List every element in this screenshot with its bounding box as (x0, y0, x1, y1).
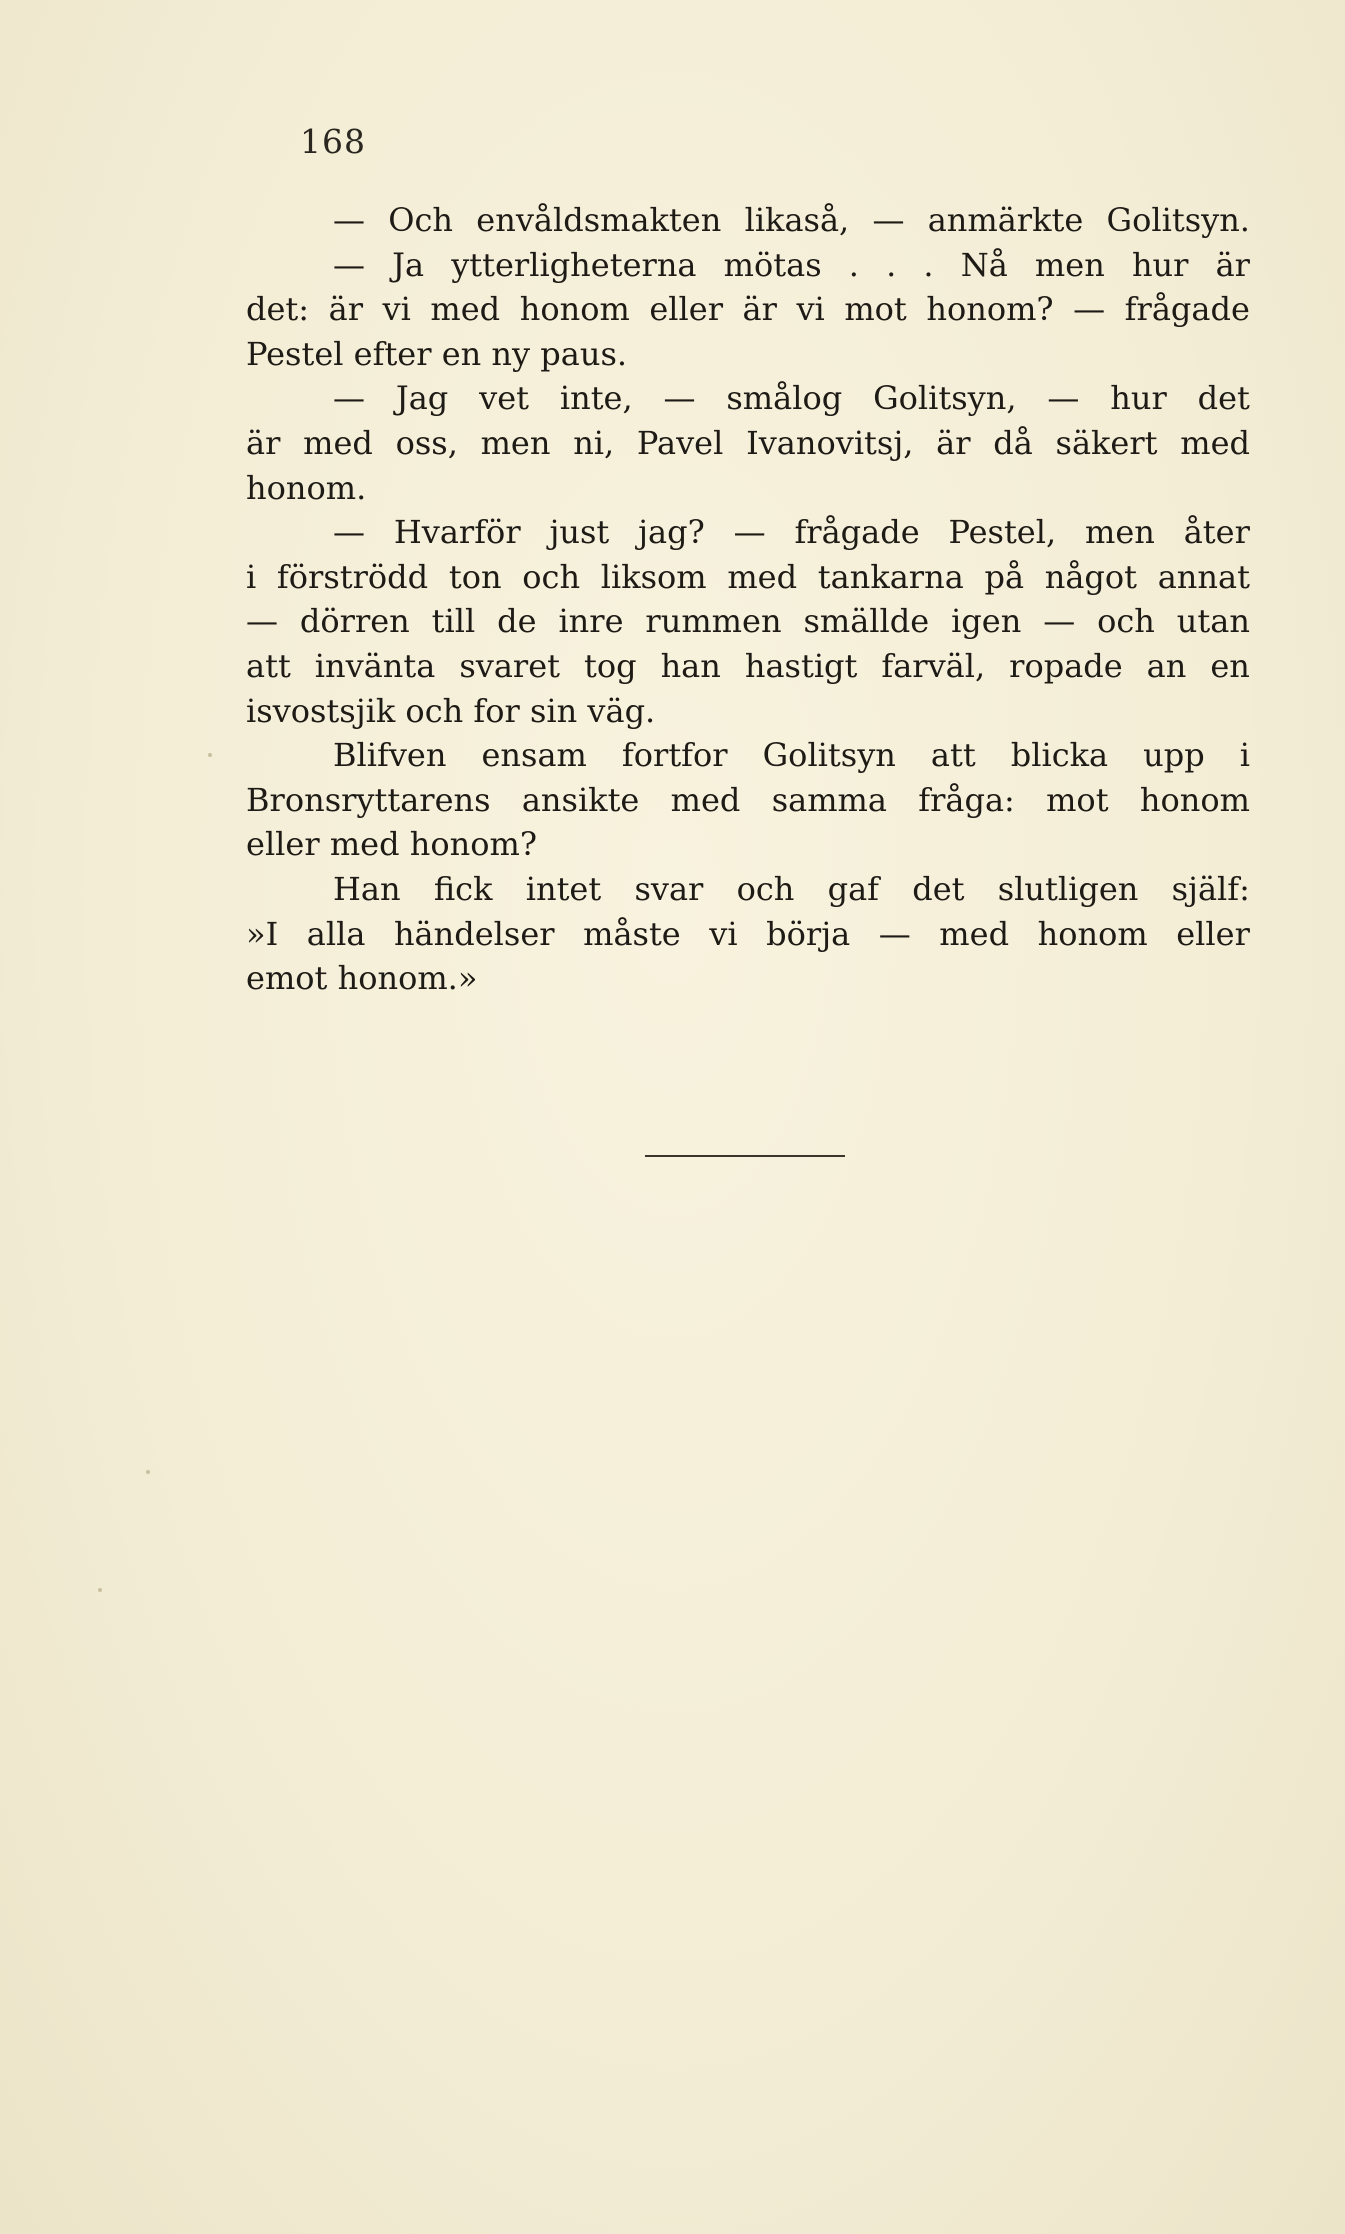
text-line (246, 243, 1250, 288)
word: till (431, 602, 476, 641)
word: hastigt (744, 646, 858, 685)
word: Och (388, 201, 454, 239)
word: . (886, 245, 897, 284)
word: smålog (726, 379, 843, 418)
word: de (497, 602, 537, 641)
word: alla (306, 914, 366, 953)
word: en (1210, 646, 1250, 685)
word: frågade (794, 513, 920, 552)
word: det (1197, 379, 1250, 418)
word: ton (448, 557, 502, 596)
word: åter (1183, 513, 1250, 552)
word: på (984, 557, 1025, 596)
word: med (939, 914, 1010, 953)
text-line (246, 198, 1250, 243)
page-number: 168 (300, 122, 366, 161)
text-line: Pestel efter en ny paus. (246, 334, 628, 373)
word: likaså, (744, 201, 850, 239)
word: honom (1139, 780, 1250, 819)
word: just (549, 513, 610, 552)
word: mötas (723, 245, 822, 284)
word: gaf (827, 869, 879, 908)
word: farväl, (881, 646, 986, 685)
word: utan (1176, 602, 1250, 641)
word: hur (1110, 379, 1167, 418)
word: envåldsmakten (476, 201, 722, 239)
word: — (733, 513, 766, 552)
word: upp (1143, 736, 1205, 775)
word: eller (1176, 914, 1250, 953)
word: börja (766, 914, 851, 953)
word: med (303, 423, 373, 462)
word: ni, (573, 423, 615, 462)
word: mot (844, 290, 907, 329)
word: är (936, 423, 971, 462)
word: smällde (803, 602, 930, 641)
text-line (246, 644, 1250, 689)
word: då (993, 423, 1033, 462)
word: vi (796, 290, 825, 329)
word: Ja (392, 245, 425, 284)
word: ansikte (521, 780, 640, 819)
word: men (1034, 245, 1105, 284)
word: mot (1046, 780, 1109, 819)
word: — (872, 201, 905, 239)
text-line: honom. (246, 468, 367, 507)
word: Golitsyn (762, 736, 896, 775)
word: med (1180, 423, 1250, 462)
section-divider (645, 1155, 845, 1157)
word: inre (558, 602, 624, 641)
word: svar (634, 869, 704, 908)
word: och (1097, 602, 1155, 641)
word: Ivanovitsj, (746, 423, 914, 462)
word: något (1044, 557, 1137, 596)
word: honom? (926, 290, 1054, 329)
word: slutligen (997, 869, 1139, 908)
word: — (1073, 290, 1106, 329)
word: Golitsyn. (1106, 201, 1250, 239)
word: förströdd (276, 557, 429, 596)
word: — (1047, 379, 1080, 418)
word: samma (771, 780, 887, 819)
word: — (663, 379, 696, 418)
word: måste (583, 914, 681, 953)
word: vi (382, 290, 411, 329)
word: invänta (314, 646, 436, 685)
word: och (736, 869, 795, 908)
word: igen (951, 602, 1022, 641)
text-line (246, 912, 1250, 957)
text-line (246, 733, 1250, 778)
word: — (333, 201, 365, 239)
word: . (923, 245, 934, 284)
word: att (930, 736, 976, 775)
word: »I (246, 914, 279, 953)
word: Han (333, 869, 401, 908)
word: — (878, 914, 911, 953)
text-line: emot honom.» (246, 959, 478, 998)
word: — (333, 513, 365, 552)
word: och (522, 557, 581, 596)
word: han (660, 646, 721, 685)
word: — (333, 245, 365, 284)
word: det (912, 869, 965, 908)
word: är (742, 290, 777, 329)
word: Pavel (636, 423, 724, 462)
word: att (246, 646, 291, 685)
text-line (246, 421, 1250, 466)
word: oss, (395, 423, 458, 462)
word: jag? (638, 513, 705, 552)
word: säkert (1055, 423, 1158, 462)
word: . (848, 245, 859, 284)
word: Jag (395, 379, 449, 418)
word: Hvarför (393, 513, 521, 552)
word: vet (479, 379, 529, 418)
word: är (328, 290, 363, 329)
word: är (1215, 245, 1250, 284)
word: Pestel, (948, 513, 1057, 552)
text-line (246, 555, 1250, 600)
word: fråga: (918, 780, 1015, 819)
text-line (246, 287, 1250, 332)
word: — (333, 379, 365, 418)
word: intet (525, 869, 602, 908)
word: händelser (393, 914, 555, 953)
word: blicka (1010, 736, 1109, 775)
word: honom (1037, 914, 1148, 953)
word: i (1239, 736, 1250, 775)
word: men (1084, 513, 1155, 552)
word: annat (1157, 557, 1250, 596)
word: eller (649, 290, 723, 329)
word: liksom (600, 557, 707, 596)
text-line: eller med honom? (246, 825, 537, 864)
word: med (430, 290, 501, 329)
text-line (246, 510, 1250, 555)
word: Bronsryttarens (246, 780, 491, 819)
word: honom (519, 290, 630, 329)
word: men (480, 423, 551, 462)
word: Golitsyn, (873, 379, 1017, 418)
word: Nå (960, 245, 1008, 284)
word: dörren (299, 602, 410, 641)
word: är (246, 423, 281, 462)
body-text (246, 198, 1250, 1001)
word: inte, (559, 379, 633, 418)
word: ensam (481, 736, 587, 775)
word: frågade (1124, 290, 1250, 329)
text-line (246, 867, 1250, 912)
paper-speck (208, 753, 212, 757)
word: ropade (1009, 646, 1123, 685)
paper-speck (98, 1588, 102, 1592)
word: fortfor (621, 736, 728, 775)
word: svaret (459, 646, 560, 685)
word: hur (1131, 245, 1189, 284)
word: med (727, 557, 798, 596)
word: i (246, 557, 257, 596)
word: rummen (645, 602, 782, 641)
word: själf: (1171, 869, 1250, 908)
paper-speck (146, 1470, 150, 1474)
text-line (246, 599, 1250, 644)
text-line: isvostsjik och for sin väg. (246, 691, 656, 730)
word: tankarna (817, 557, 964, 596)
word: ytterligheterna (451, 245, 697, 284)
word: anmärkte (927, 201, 1084, 239)
text-line (246, 778, 1250, 823)
word: — (1043, 602, 1076, 641)
word: vi (709, 914, 738, 953)
word: — (246, 602, 278, 641)
word: med (670, 780, 741, 819)
word: tog (583, 646, 637, 685)
word: Blifven (333, 736, 447, 775)
word: det: (246, 290, 310, 329)
word: an (1146, 646, 1187, 685)
word: fick (433, 869, 493, 908)
text-line (246, 376, 1250, 421)
